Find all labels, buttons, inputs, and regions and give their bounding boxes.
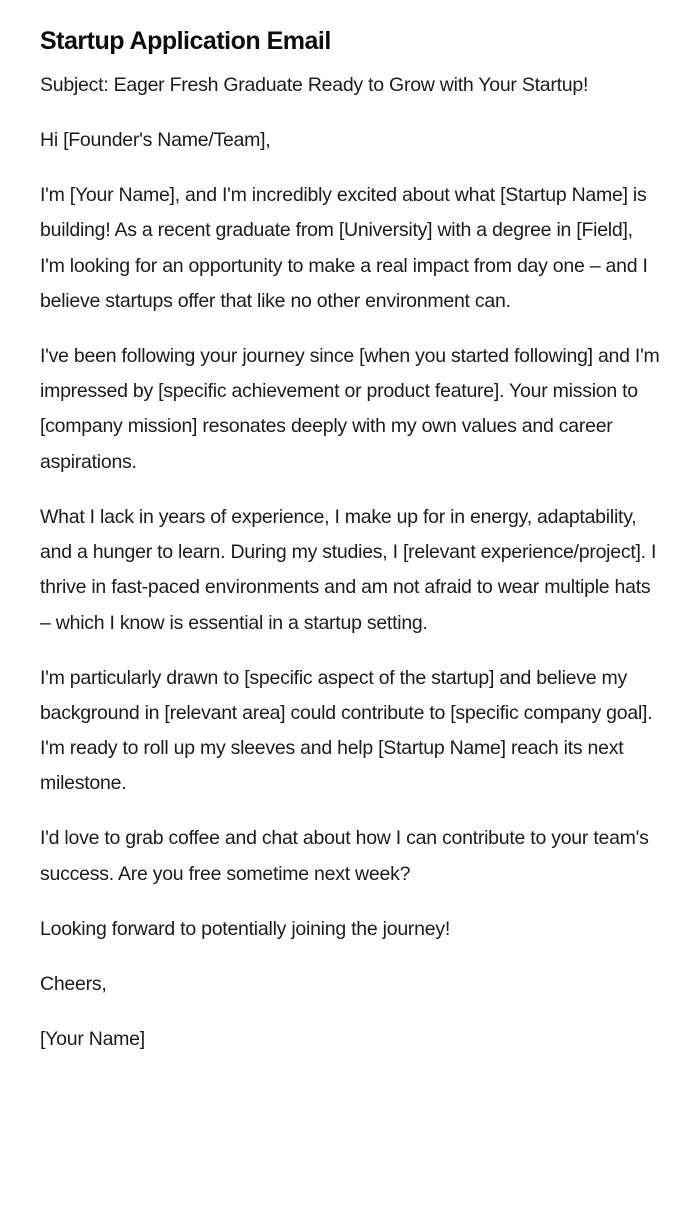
document-title: Startup Application Email [40, 27, 331, 55]
intro-paragraph: I'm [Your Name], and I'm incredibly excited about what [Startup Name] is building! As a recent graduate from [University] with a degree in [Field], I'm looking for an opportunity to make a real impact from day one – and I believe startups offer that like no other environment can. [40, 183, 648, 312]
call-to-action-paragraph: I'd love to grab coffee and chat about how I can contribute to your team's success. Are you free sometime next week? [40, 827, 649, 885]
greeting: Hi [Founder's Name/Team], [40, 128, 271, 151]
experience-paragraph: What I lack in years of experience, I make up for in energy, adaptability, and a hunger to learn. During my studies, I [relevant experience/project]. I thrive in fast-paced environments and am not afraid to wear multiple hats – which I know is essential in a startup setting. [40, 505, 657, 634]
signature-name: [Your Name] [40, 1027, 145, 1050]
closing-line: Looking forward to potentially joining the journey! [40, 917, 451, 940]
sign-off: Cheers, [40, 972, 107, 995]
contribution-paragraph: I'm particularly drawn to [specific aspect of the startup] and believe my background in [relevant area] could contribute to [specific company goal]. I'm ready to roll up my sleeves and help [Startup Name] reach its next milestone. [40, 666, 653, 795]
following-paragraph: I've been following your journey since [when you started following] and I'm impressed by [specific achievement or product feature]. Your mission to [company mission] resonates deeply with my own values and career aspirations. [40, 344, 660, 473]
subject-line: Subject: Eager Fresh Graduate Ready to Grow with Your Startup! [40, 74, 589, 96]
